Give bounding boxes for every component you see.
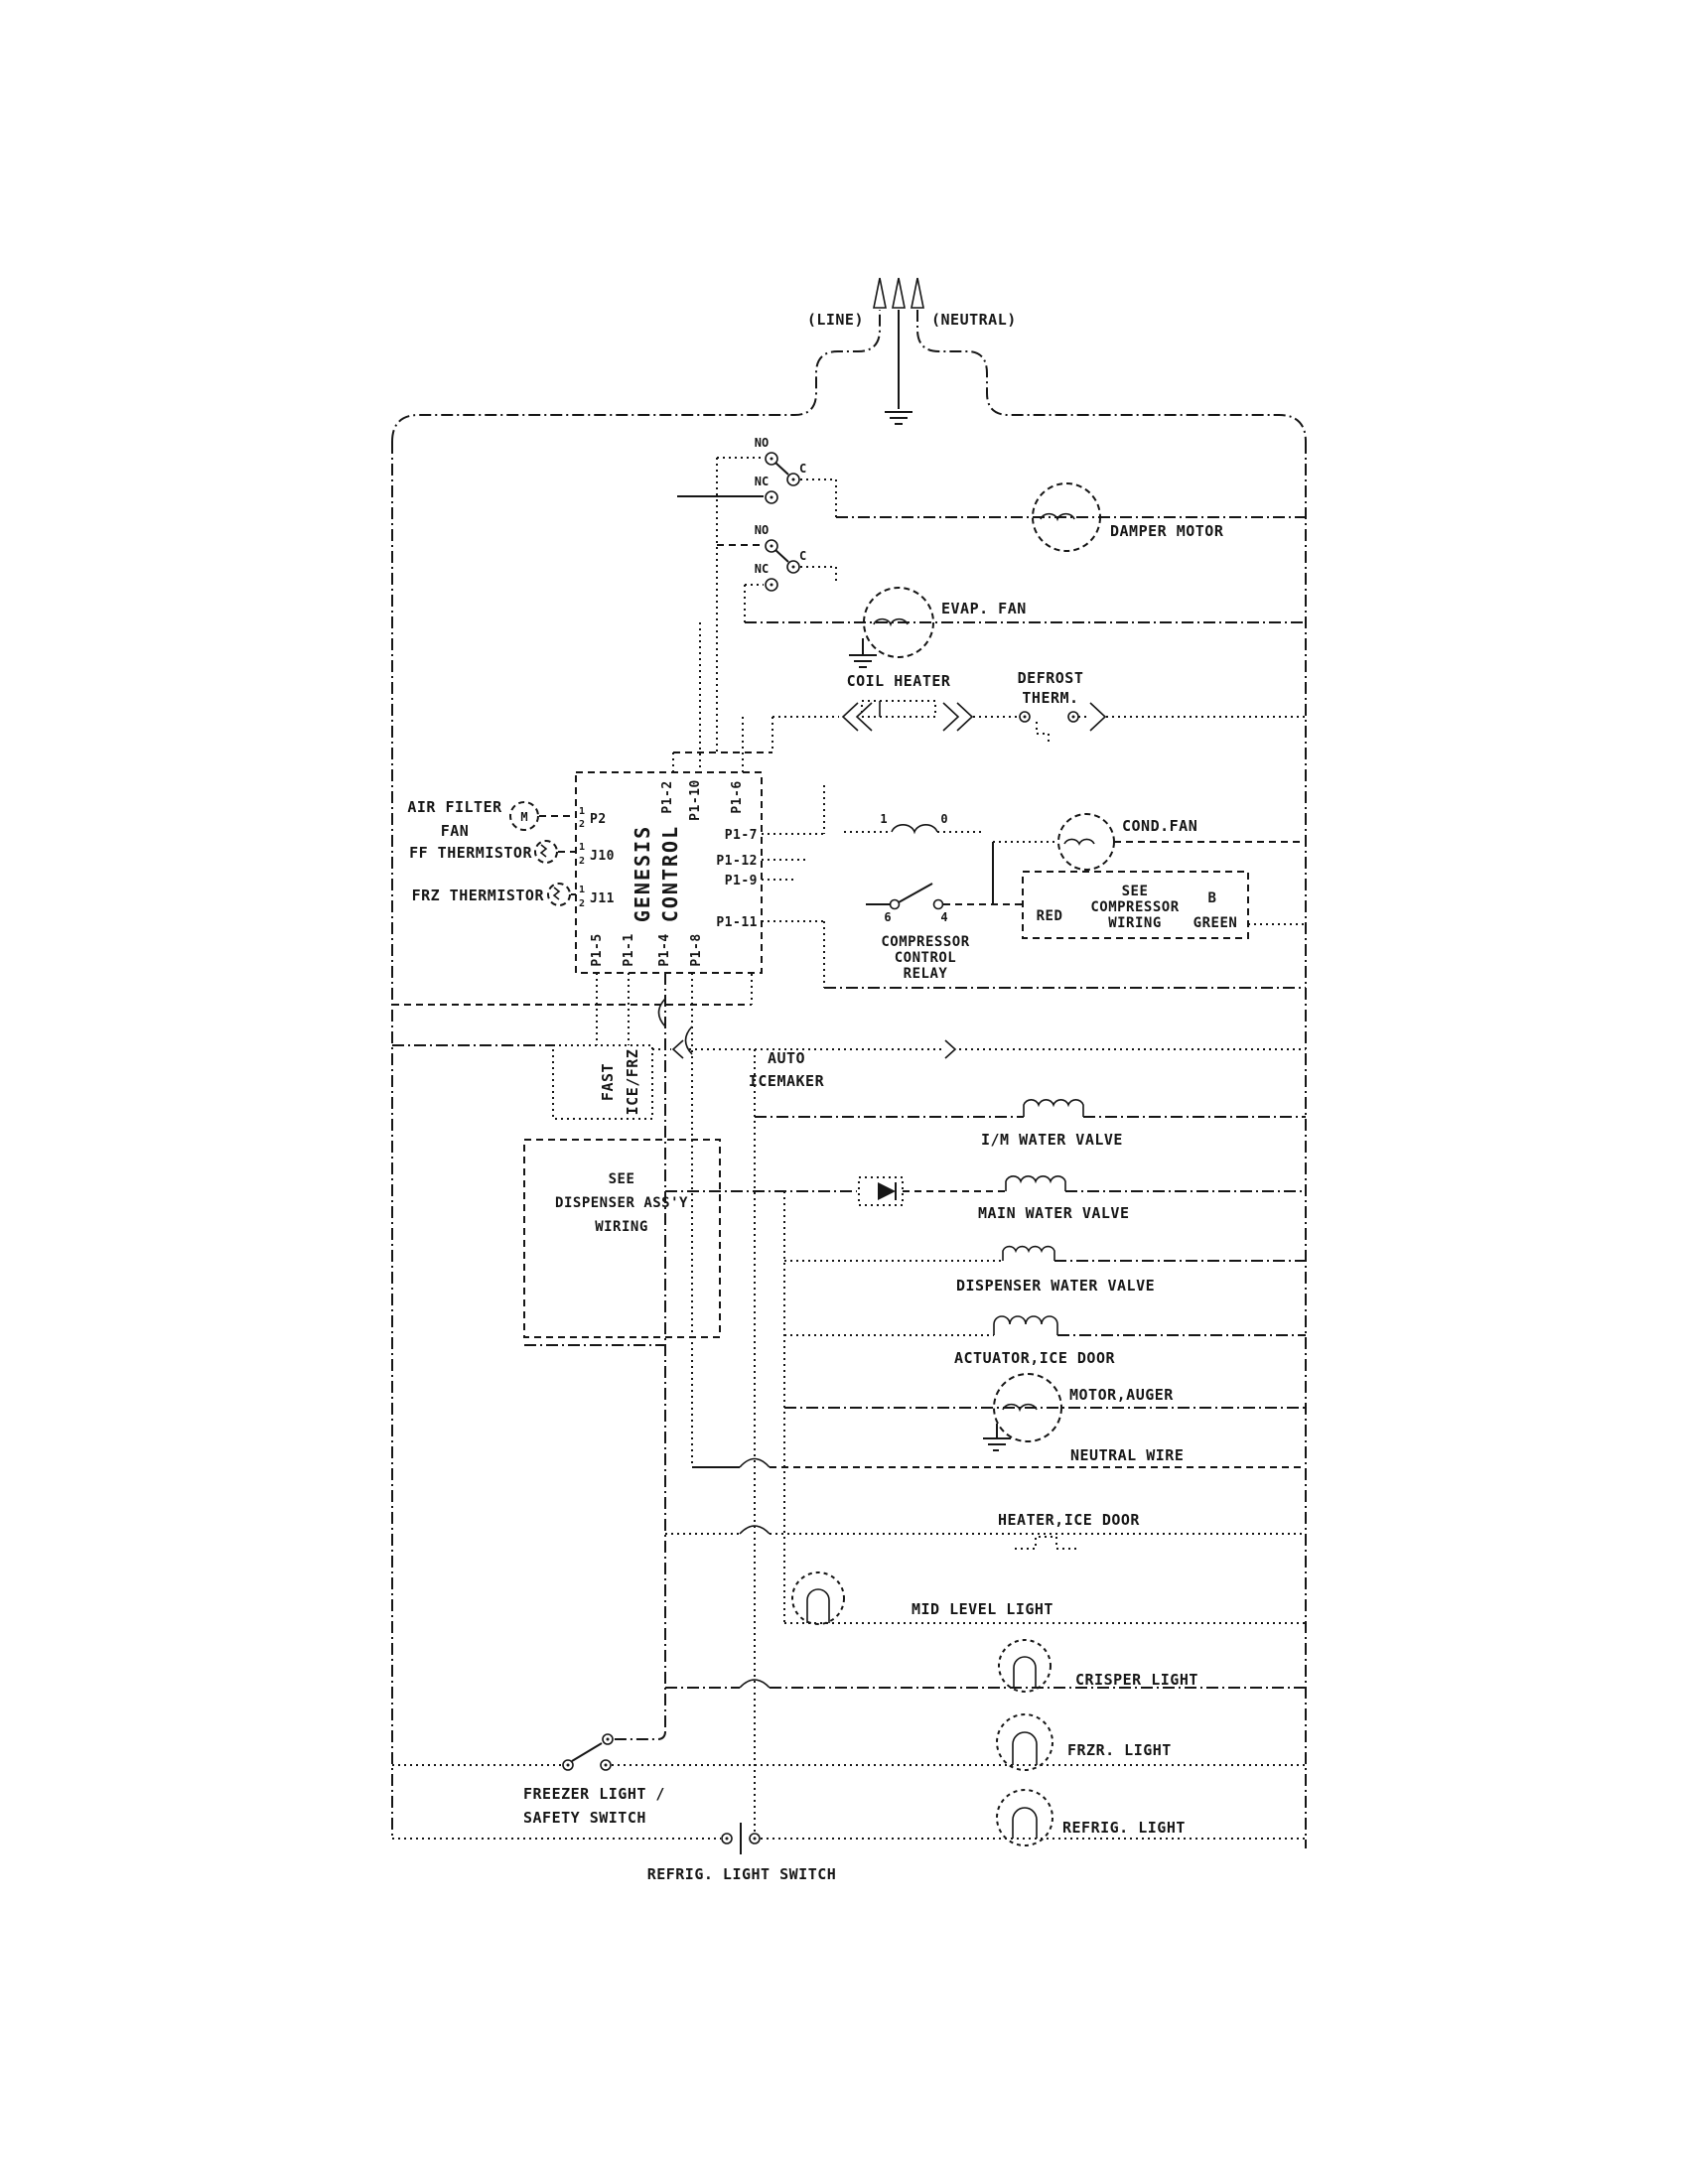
j11-pin1: 1 [579, 885, 586, 895]
b-wire-label: B [1207, 890, 1217, 906]
neutral-arrow-icon [912, 278, 923, 308]
heater-ice-door-circuit [665, 1511, 1306, 1549]
thermistor-icon [548, 884, 570, 905]
dispenser-water-valve-label: DISPENSER WATER VALVE [956, 1277, 1156, 1295]
see-dispenser-2: DISPENSER ASS'Y [555, 1195, 688, 1211]
see-dispenser-3: WIRING [595, 1219, 648, 1235]
frzr-light-circuit [392, 1714, 1306, 1827]
c-label: C [799, 549, 807, 563]
compressor-control-relay [844, 812, 1023, 982]
relay-name-2: CONTROL [894, 950, 957, 966]
evap-fan-label: EVAP. FAN [941, 600, 1027, 617]
no-label: NO [754, 523, 770, 537]
line-arrow-icon [874, 278, 886, 308]
j11-pin2: 2 [579, 898, 586, 909]
p2-pin1: 1 [579, 806, 586, 817]
pin-p1-8: P1-8 [689, 933, 704, 967]
line-label: (LINE) [806, 311, 864, 329]
neutral-wire-label: NEUTRAL WIRE [1070, 1446, 1185, 1464]
fast-ice-frz-switch [553, 1045, 652, 1119]
conn-p2: P2 [590, 812, 607, 827]
motor-auger-circuit [784, 1374, 1306, 1450]
relay-terminal-0: 0 [940, 812, 948, 826]
red-wire-label: RED [1036, 908, 1063, 924]
pin-p1-11: P1-11 [716, 915, 758, 930]
board-title-genesis: GENESIS [631, 824, 654, 923]
ground-symbol-icon [885, 412, 912, 424]
see-compressor-1: SEE [1121, 884, 1149, 899]
relay-contact-blade [899, 884, 932, 902]
defrost-relay-switch-2 [717, 523, 836, 622]
ff-thermistor-label: FF THERMISTOR [409, 844, 532, 862]
relay-terminal-4: 4 [940, 910, 948, 924]
outer-border [392, 310, 1306, 1848]
see-dispenser-1: SEE [608, 1171, 635, 1187]
pin-p1-4: P1-4 [657, 933, 672, 967]
solenoid-coil-icon [1006, 1176, 1065, 1191]
compressor-wiring-box [824, 872, 1306, 988]
fast-label: FAST [599, 1062, 617, 1102]
no-label: NO [754, 436, 770, 450]
main-water-valve-circuit [665, 1176, 1306, 1222]
solenoid-coil-icon [1024, 1100, 1083, 1117]
relay-terminal-1: 1 [880, 812, 888, 826]
coil-heater-label: COIL HEATER [846, 672, 951, 690]
refrig-light-label: REFRIG. LIGHT [1062, 1819, 1186, 1837]
switch-blade [775, 550, 788, 562]
evap-fan-circuit [745, 588, 1306, 667]
pin-p1-5: P1-5 [590, 933, 605, 967]
damper-motor-circuit [836, 483, 1306, 551]
motor-m-label: M [520, 810, 528, 824]
dispenser-assy-box [524, 1140, 720, 1337]
relay-name-3: RELAY [903, 966, 948, 982]
connector-chevron-icon [945, 1040, 955, 1058]
pin-p1-1: P1-1 [622, 933, 636, 967]
p2-pin2: 2 [579, 819, 586, 830]
neutral-label: (NEUTRAL) [931, 311, 1017, 329]
see-compressor-2: COMPRESSOR [1090, 899, 1180, 915]
crisper-light-label: CRISPER LIGHT [1075, 1671, 1198, 1689]
j10-pin1: 1 [579, 842, 586, 853]
see-compressor-3: WIRING [1108, 915, 1162, 931]
pin-p1-7: P1-7 [724, 828, 758, 843]
lamp-filament [807, 1589, 829, 1623]
connector-chevrons-icon [943, 703, 972, 731]
lamp-icon [997, 1714, 1052, 1770]
dispenser-water-valve-circuit [784, 1247, 1306, 1295]
relay-name-1: COMPRESSOR [881, 934, 970, 950]
pin-p1-9: P1-9 [724, 874, 758, 888]
auto-icemaker-label-1: AUTO [767, 1049, 806, 1067]
switch-blade [775, 463, 788, 475]
relay-terminal-6: 6 [884, 910, 892, 924]
defrost-therm-label-2: THERM. [1022, 689, 1079, 707]
actuator-ice-door-circuit [784, 1316, 1306, 1367]
refrig-light-switch-label: REFRIG. LIGHT SWITCH [646, 1865, 837, 1883]
air-filter-fan [407, 798, 576, 840]
middle-bus-wires [392, 973, 784, 1833]
genesis-control-board [576, 622, 824, 1045]
crisper-light-circuit [665, 1640, 1306, 1692]
lamp-icon [999, 1640, 1051, 1692]
thermistor-icon [535, 841, 557, 863]
actuator-ice-door-label: ACTUATOR,ICE DOOR [954, 1349, 1116, 1367]
wire-hop [740, 1459, 770, 1468]
solenoid-coil-icon [1003, 1247, 1054, 1261]
pin-p1-6: P1-6 [730, 780, 745, 814]
pin-p1-2: P1-2 [660, 780, 675, 814]
board-title-control: CONTROL [658, 824, 682, 923]
lamp-icon [792, 1572, 844, 1624]
j10-pin2: 2 [579, 856, 586, 867]
frz-thermistor-label: FRZ THERMISTOR [411, 887, 544, 904]
auto-icemaker-label-2: ICEMAKER [748, 1072, 825, 1090]
ground-symbol-icon [849, 638, 877, 667]
cond-fan-label: COND.FAN [1122, 817, 1198, 835]
cond-fan-circuit [993, 814, 1306, 904]
relay-coil-icon [892, 825, 937, 832]
coil-heater-element-icon [862, 701, 935, 717]
defrost-relay-switch-1 [677, 436, 836, 752]
damper-motor-label: DAMPER MOTOR [1110, 522, 1224, 540]
refrig-light-circuit [392, 1790, 1306, 1883]
ff-thermistor [409, 841, 576, 863]
lamp-filament [1014, 1657, 1036, 1688]
heater-element-icon [1015, 1537, 1078, 1549]
mid-level-light-circuit [784, 1572, 1306, 1624]
pin-p1-10: P1-10 [688, 779, 703, 821]
freezer-switch-blade [572, 1743, 602, 1761]
mid-level-light-label: MID LEVEL LIGHT [912, 1600, 1053, 1618]
defrost-therm-label-1: DEFROST [1017, 669, 1084, 687]
connector-chevrons-icon [843, 703, 872, 731]
c-label: C [799, 462, 807, 476]
frzr-light-label: FRZR. LIGHT [1067, 1741, 1172, 1759]
defrost-therm-icon [1037, 722, 1049, 746]
freezer-switch-label-1: FREEZER LIGHT / [523, 1785, 665, 1803]
connector-chevron-icon [1090, 703, 1105, 731]
cond-fan-icon [1058, 814, 1114, 870]
conn-j10: J10 [590, 849, 615, 864]
nc-label: NC [754, 475, 770, 488]
im-water-valve-label: I/M WATER VALVE [981, 1131, 1123, 1149]
heater-ice-door-label: HEATER,ICE DOOR [998, 1511, 1140, 1529]
coil-heater-circuit [673, 669, 1306, 752]
green-wire-label: GREEN [1193, 915, 1238, 931]
ground-symbol-icon [983, 1424, 1011, 1450]
lamp-icon [997, 1790, 1052, 1845]
auto-icemaker-circuit [652, 1040, 1306, 1090]
lamp-filament [1013, 1808, 1037, 1839]
lamp-filament [1013, 1732, 1037, 1765]
air-filter-label-1: AIR FILTER [407, 798, 502, 816]
ground-arrow-icon [893, 278, 905, 308]
freezer-switch-label-2: SAFETY SWITCH [523, 1809, 646, 1827]
motor-auger-label: MOTOR,AUGER [1069, 1386, 1174, 1404]
nc-label: NC [754, 562, 770, 576]
main-water-valve-label: MAIN WATER VALVE [978, 1204, 1130, 1222]
im-water-valve-circuit [755, 1100, 1306, 1149]
pin-p1-12: P1-12 [716, 854, 758, 869]
frz-thermistor [412, 884, 576, 905]
ice-frz-label: ICE/FRZ [624, 1048, 641, 1116]
solenoid-coil-icon [994, 1316, 1057, 1335]
conn-j11: J11 [590, 891, 615, 906]
connector-chevron-icon [673, 1040, 683, 1058]
air-filter-label-2: FAN [440, 822, 470, 840]
